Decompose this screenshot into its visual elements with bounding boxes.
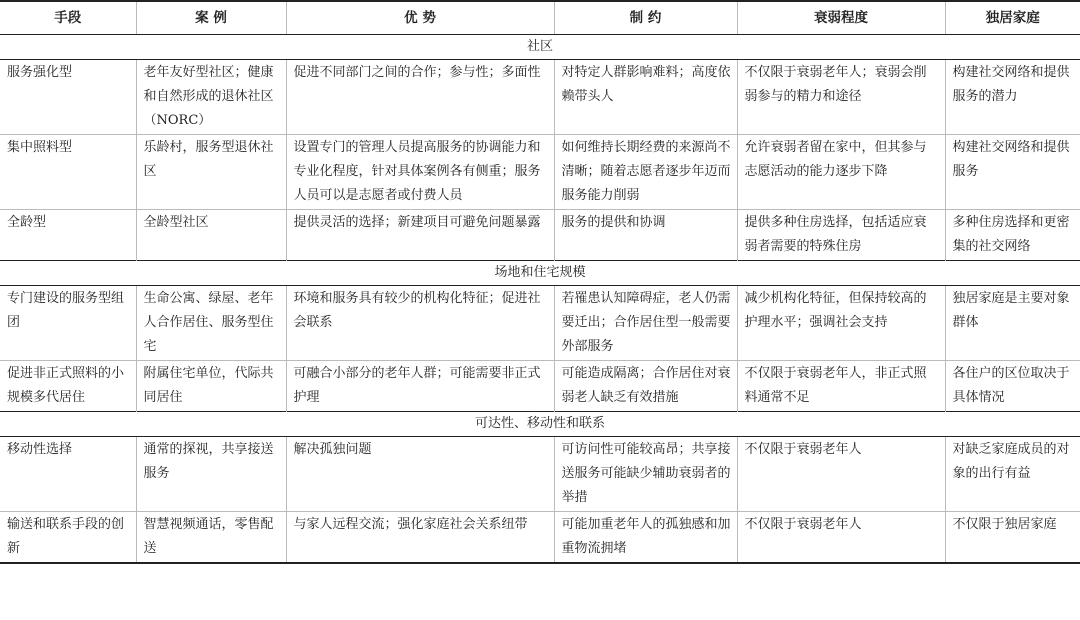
cell-solo-household: 各住户的区位取决于具体情况 <box>945 361 1080 412</box>
cell-frailty-level: 不仅限于衰弱老年人 <box>737 512 945 564</box>
cell-solo-household: 构建社交网络和提供服务的潜力 <box>945 60 1080 135</box>
section-row-accessibility-mobility <box>0 412 1080 437</box>
cell-frailty-level: 不仅限于衰弱老年人 <box>737 437 945 512</box>
table-row <box>0 512 1080 564</box>
cell-frailty-level: 减少机构化特征，但保持较高的护理水平；强调社会支持 <box>737 286 945 361</box>
table-row <box>0 361 1080 412</box>
cell-solo-household: 构建社交网络和提供服务 <box>945 135 1080 210</box>
cell-cases: 附属住宅单位，代际共同居住 <box>136 361 286 412</box>
cell-frailty-level: 不仅限于衰弱老年人，非正式照料通常不足 <box>737 361 945 412</box>
cell-advantages: 提供灵活的选择；新建项目可避免问题暴露 <box>286 210 554 261</box>
cell-constraints: 对特定人群影响难料；高度依赖带头人 <box>554 60 737 135</box>
cell-constraints: 服务的提供和协调 <box>554 210 737 261</box>
cell-advantages: 与家人远程交流；强化家庭社会关系纽带 <box>286 512 554 564</box>
cell-solo-household: 对缺乏家庭成员的对象的出行有益 <box>945 437 1080 512</box>
cell-cases: 智慧视频通话，零售配送 <box>136 512 286 564</box>
header-advantages: 优 势 <box>286 1 554 35</box>
table-row <box>0 437 1080 512</box>
cell-means: 专门建设的服务型组团 <box>0 286 136 361</box>
section-row-community <box>0 35 1080 60</box>
cell-advantages: 解决孤独问题 <box>286 437 554 512</box>
cell-means: 服务强化型 <box>0 60 136 135</box>
table-row <box>0 210 1080 261</box>
header-means: 手段 <box>0 1 136 35</box>
cell-frailty-level: 提供多种住房选择，包括适应衰弱者需要的特殊住房 <box>737 210 945 261</box>
section-title: 可达性、移动性和联系 <box>0 412 1080 437</box>
section-title: 社区 <box>0 35 1080 60</box>
cell-solo-household: 多种住房选择和更密集的社交网络 <box>945 210 1080 261</box>
cell-solo-household: 不仅限于独居家庭 <box>945 512 1080 564</box>
cell-advantages: 环境和服务具有较少的机构化特征；促进社会联系 <box>286 286 554 361</box>
table-row <box>0 60 1080 135</box>
cell-constraints: 如何维持长期经费的来源尚不清晰；随着志愿者逐步年迈而服务能力削弱 <box>554 135 737 210</box>
cell-frailty-level: 不仅限于衰弱老年人；衰弱会削弱参与的精力和途径 <box>737 60 945 135</box>
header-cases: 案 例 <box>136 1 286 35</box>
cell-constraints: 可能造成隔离；合作居住对衰弱老人缺乏有效措施 <box>554 361 737 412</box>
cell-means: 全龄型 <box>0 210 136 261</box>
cell-constraints: 若罹患认知障碍症，老人仍需要迁出；合作居住型一般需要外部服务 <box>554 286 737 361</box>
cell-means: 集中照料型 <box>0 135 136 210</box>
header-solo-household: 独居家庭 <box>945 1 1080 35</box>
cell-advantages: 促进不同部门之间的合作；参与性；多面性 <box>286 60 554 135</box>
cell-advantages: 可融合小部分的老年人群；可能需要非正式护理 <box>286 361 554 412</box>
cell-constraints: 可能加重老年人的孤独感和加重物流拥堵 <box>554 512 737 564</box>
table-header-row <box>0 1 1080 35</box>
cell-means: 输送和联系手段的创新 <box>0 512 136 564</box>
cell-cases: 老年友好型社区；健康和自然形成的退休社区（NORC） <box>136 60 286 135</box>
section-row-site-and-housing-scale <box>0 261 1080 286</box>
cell-cases: 乐龄村，服务型退休社区 <box>136 135 286 210</box>
cell-advantages: 设置专门的管理人员提高服务的协调能力和专业化程度，针对具体案例各有侧重；服务人员可以是志愿者或付费人员 <box>286 135 554 210</box>
header-frailty-level: 衰弱程度 <box>737 1 945 35</box>
cell-means: 促进非正式照料的小规模多代居住 <box>0 361 136 412</box>
table-row <box>0 286 1080 361</box>
cell-cases: 全龄型社区 <box>136 210 286 261</box>
cell-cases: 通常的探视，共享接送服务 <box>136 437 286 512</box>
section-title: 场地和住宅规模 <box>0 261 1080 286</box>
cell-frailty-level: 允许衰弱者留在家中，但其参与志愿活动的能力逐步下降 <box>737 135 945 210</box>
cell-cases: 生命公寓、绿屋、老年人合作居住、服务型住宅 <box>136 286 286 361</box>
header-constraints: 制 约 <box>554 1 737 35</box>
table-row <box>0 135 1080 210</box>
cell-solo-household: 独居家庭是主要对象群体 <box>945 286 1080 361</box>
cell-constraints: 可访问性可能较高昂；共享接送服务可能缺少辅助衰弱者的举措 <box>554 437 737 512</box>
cell-means: 移动性选择 <box>0 437 136 512</box>
